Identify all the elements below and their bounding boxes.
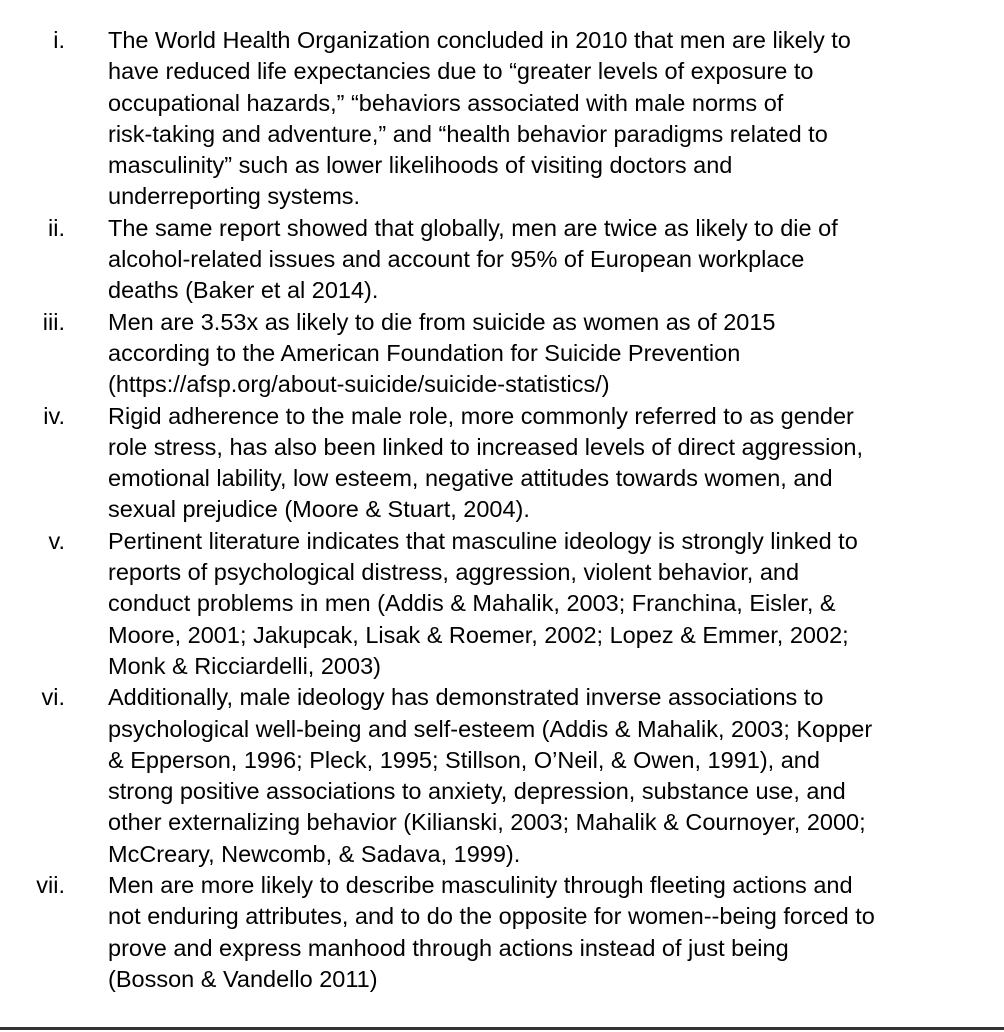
text-line: reports of psychological distress, aggression, violent behavior, and bbox=[108, 559, 800, 586]
list-numeral: v. bbox=[48, 527, 65, 554]
text-line: sexual prejudice (Moore & Stuart, 2004). bbox=[108, 496, 530, 523]
list-item-text bbox=[108, 682, 872, 870]
text-line: Pertinent literature indicates that masculine ideology is strongly linked to bbox=[108, 527, 858, 554]
list-item bbox=[0, 401, 1004, 526]
list-item-text bbox=[108, 213, 838, 307]
text-line: Men are 3.53x as likely to die from suicide as women as of 2015 bbox=[108, 308, 776, 335]
list-item-text bbox=[108, 401, 863, 526]
text-line: Moore, 2001; Jakupcak, Lisak & Roemer, 2002; Lopez & Emmer, 2002; bbox=[108, 621, 849, 648]
list-numeral: iv. bbox=[43, 402, 65, 429]
list-item bbox=[0, 526, 1004, 682]
page-bottom-divider bbox=[0, 1027, 1004, 1030]
text-line: according to the American Foundation for Suicide Prevention bbox=[108, 339, 741, 366]
text-line: occupational hazards,” “behaviors associated with male norms of bbox=[108, 89, 784, 116]
text-line: not enduring attributes, and to do the opposite for women--being forced to bbox=[108, 903, 875, 930]
text-line: (Bosson & Vandello 2011) bbox=[108, 965, 378, 992]
list-item bbox=[0, 25, 1004, 213]
list-item-text bbox=[108, 870, 875, 995]
list-numeral: i. bbox=[53, 27, 65, 53]
text-line: role stress, has also been linked to increased levels of direct aggression, bbox=[108, 433, 864, 460]
list-item-text bbox=[108, 25, 851, 213]
text-line: (https://afsp.org/about-suicide/suicide-statistics/) bbox=[108, 371, 610, 398]
roman-numeral-list bbox=[0, 25, 1004, 995]
list-item-text bbox=[108, 307, 775, 401]
text-line: prove and express manhood through actions instead of just being bbox=[108, 934, 789, 961]
text-line: risk-taking and adventure,” and “health behavior paradigms related to bbox=[108, 120, 828, 147]
list-numeral: ii. bbox=[48, 214, 65, 241]
text-line: emotional lability, low esteem, negative attitudes towards women, and bbox=[108, 465, 833, 492]
text-line: conduct problems in men (Addis & Mahalik, 2003; Franchina, Eisler, & bbox=[108, 590, 836, 617]
text-line: The same report showed that globally, men are twice as likely to die of bbox=[108, 214, 838, 241]
text-line: The World Health Organization concluded in 2010 that men are likely to bbox=[108, 27, 851, 53]
text-line: deaths (Baker et al 2014). bbox=[108, 277, 379, 304]
text-line: psychological well-being and self-esteem (Addis & Mahalik, 2003; Kopper bbox=[108, 715, 873, 742]
text-line: underreporting systems. bbox=[108, 183, 361, 210]
list-item bbox=[0, 870, 1004, 995]
text-line: Additionally, male ideology has demonstrated inverse associations to bbox=[108, 684, 824, 711]
list-numeral: vi. bbox=[41, 684, 65, 711]
list-item bbox=[0, 682, 1004, 870]
text-line: strong positive associations to anxiety, depression, substance use, and bbox=[108, 778, 846, 805]
list-item bbox=[0, 307, 1004, 401]
text-line: have reduced life expectancies due to “greater levels of exposure to bbox=[108, 58, 814, 85]
text-line: other externalizing behavior (Kilianski, 2003; Mahalik & Cournoyer, 2000; bbox=[108, 809, 866, 836]
list-numeral: iii. bbox=[42, 308, 65, 335]
text-line: Monk & Ricciardelli, 2003) bbox=[108, 652, 381, 679]
text-line: & Epperson, 1996; Pleck, 1995; Stillson, O’Neil, & Owen, 1991), and bbox=[108, 746, 820, 773]
list-item bbox=[0, 213, 1004, 307]
list-numeral: vii. bbox=[36, 872, 65, 899]
text-line: Rigid adherence to the male role, more commonly referred to as gender bbox=[108, 402, 854, 429]
text-line: Men are more likely to describe masculinity through fleeting actions and bbox=[108, 872, 853, 899]
text-line: McCreary, Newcomb, & Sadava, 1999). bbox=[108, 840, 521, 867]
list-item-text bbox=[108, 526, 858, 682]
text-line: masculinity” such as lower likelihoods of visiting doctors and bbox=[108, 152, 733, 179]
text-line: alcohol-related issues and account for 95% of European workplace bbox=[108, 246, 805, 273]
